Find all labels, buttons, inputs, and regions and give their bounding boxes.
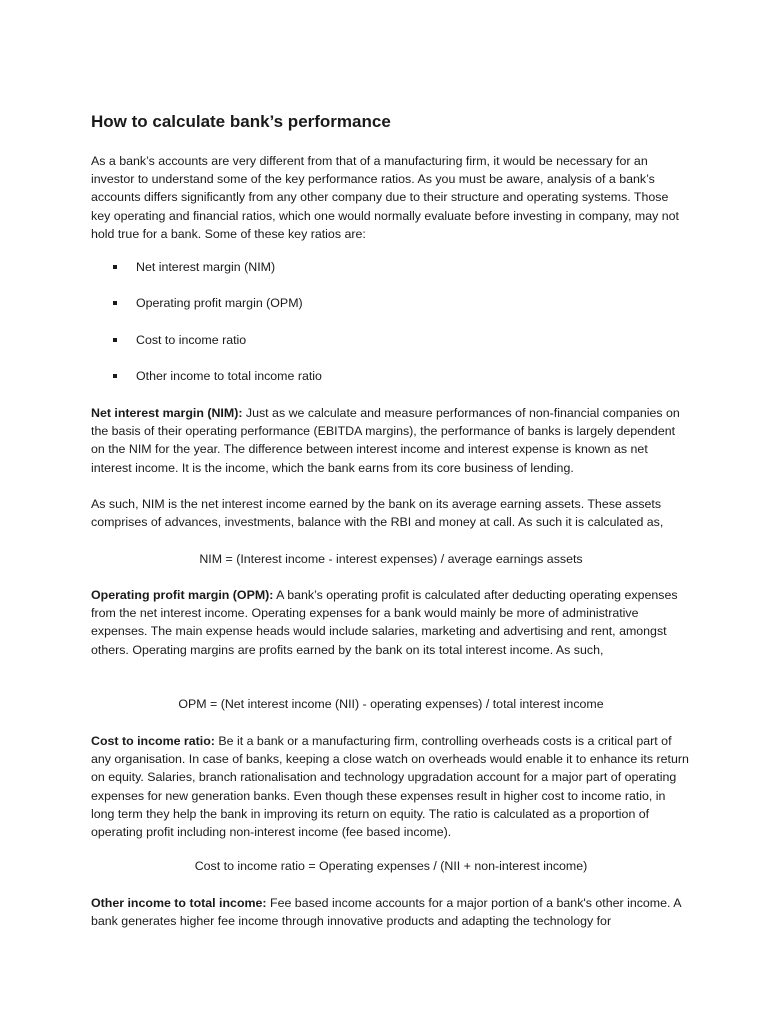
other-income-heading: Other income to total income: — [91, 896, 267, 910]
list-item — [91, 331, 691, 367]
cost-to-income-heading: Cost to income ratio: — [91, 734, 215, 748]
nim-heading: Net interest margin (NIM): — [91, 406, 243, 420]
ratio-label: Net interest margin (NIM) — [136, 260, 276, 274]
ratio-list — [91, 258, 691, 403]
nim-paragraph-2: As such, NIM is the net interest income earned by the bank on its average earning assets. These assets comprises of advances, investments, balance with the RBI and money at call. As such it is calculated as, — [91, 497, 664, 530]
opm-formula: OPM = (Net interest income (NII) - operating expenses) / total interest income — [178, 697, 604, 711]
square-bullet-icon — [113, 338, 117, 342]
nim-paragraph — [91, 404, 691, 477]
nim-formula: NIM = (Interest income - interest expenses) / average earnings assets — [199, 552, 583, 566]
ratio-label: Operating profit margin (OPM) — [136, 296, 303, 311]
list-item — [91, 294, 691, 330]
ratio-label: Other income to total income ratio — [136, 368, 322, 383]
document-title: How to calculate bank’s performance — [91, 112, 391, 131]
cost-to-income-formula: Cost to income ratio = Operating expenses / (NII + non-interest income) — [194, 859, 588, 873]
list-item — [91, 258, 691, 294]
ratio-label: Cost to income ratio — [136, 332, 247, 347]
opm-heading: Operating profit margin (OPM): — [91, 588, 274, 602]
other-income-text: Fee based income accounts for a major portion of a bank's other income. A bank generates higher fee income through innovative products and adapting the technology for — [91, 896, 681, 929]
list-item — [91, 367, 691, 403]
other-income-paragraph — [91, 894, 691, 930]
opm-text: A bank’s operating profit is calculated after deducting operating expenses from the net interest income. Operating expenses for a bank would mainly be more of administrative expenses. The main expense heads would include salaries, marketing and advertising and rent, amongst others. Operating margins are profits earned by the bank on its total interest income. As such, — [91, 588, 678, 657]
square-bullet-icon — [113, 374, 117, 378]
square-bullet-icon — [113, 265, 117, 269]
cost-to-income-text: Be it a bank or a manufacturing firm, controlling overheads costs is a critical part of any organisation. In case of banks, keeping a close watch on overheads would enable it to enhance its return on equity. Salaries, branch rationalisation and technology upgradation account for a major part of operating expenses for new generation banks. Even though these expenses result in higher cost to income ratio, in long term they help the bank in improving its return on equity. The ratio is calculated as a proportion of operating profit including non-interest income (fee based income). — [91, 734, 689, 840]
square-bullet-icon — [113, 301, 117, 305]
opm-paragraph — [91, 586, 691, 659]
intro-paragraph: As a bank’s accounts are very different from that of a manufacturing firm, it would be necessary for an investor to understand some of the key performance ratios. As you must be aware, analysis of a bank’s accounts differs significantly from any other company due to their structure and operating systems. Those key operating and financial ratios, which one would normally evaluate before investing in company, may not hold true for a bank. Some of these key ratios are: — [91, 154, 679, 241]
cost-to-income-paragraph — [91, 732, 691, 841]
nim-text: Just as we calculate and measure performances of non-financial companies on the basis of their operating performance (EBITDA margins), the performance of banks is largely dependent on the NIM for the year. The difference between interest income and interest expense is known as net interest income. It is the income, which the bank earns from its core business of lending. — [91, 406, 680, 475]
